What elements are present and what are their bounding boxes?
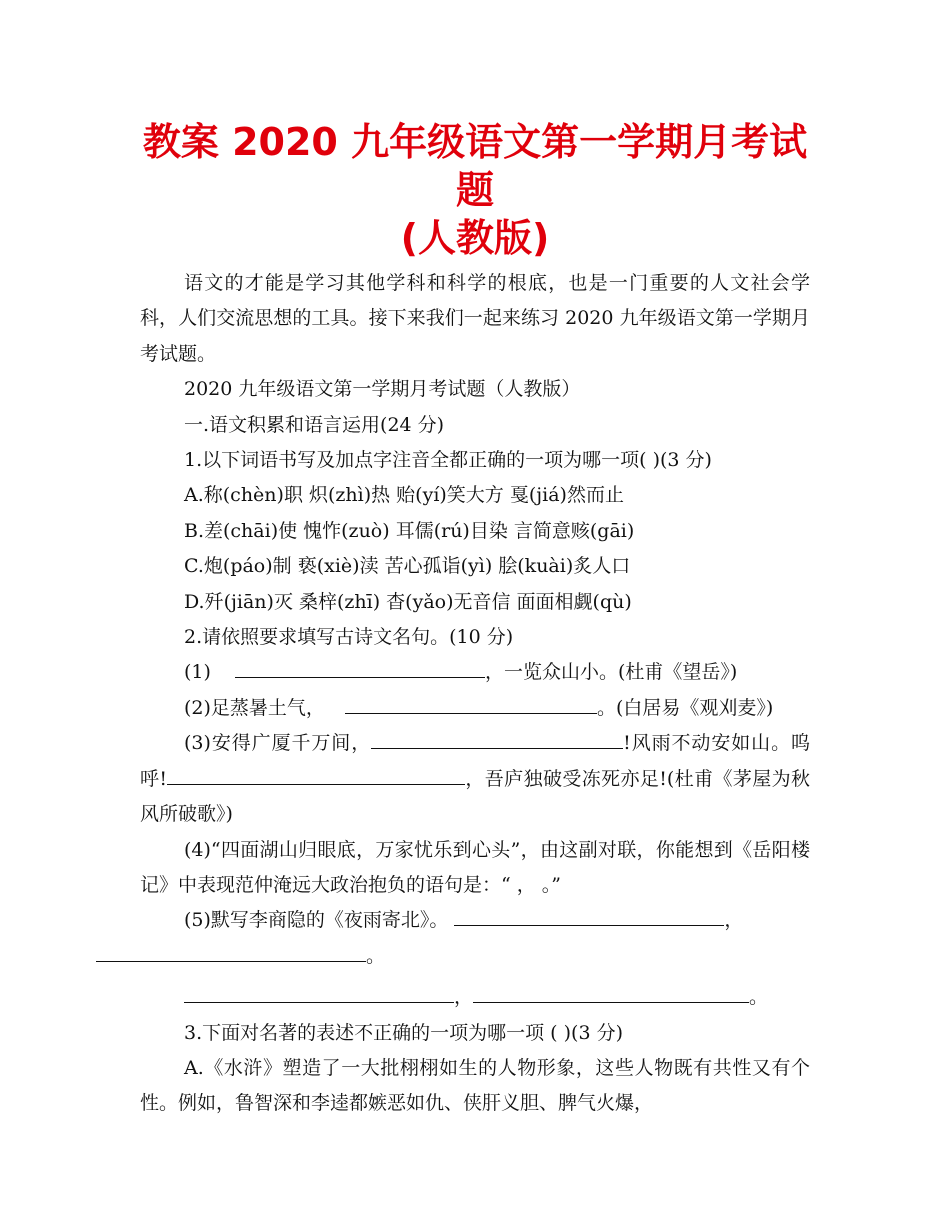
item-text: (2)足蒸暑土气， — [184, 696, 325, 719]
question-3-option-a: A.《水浒》塑造了一大批栩栩如生的人物形象，这些人物既有共性又有个性。例如，鲁智深和李逵都嫉恶如仇、侠肝义胆、脾气火爆， — [140, 1056, 810, 1115]
question-1-option-c: C.炮(páo)制 亵(xiè)渎 苦心孤诣(yì) 脍(kuài)炙人口 — [184, 555, 631, 578]
document-body — [140, 266, 810, 1122]
item-text: !风雨不动安如山。呜呼! — [140, 732, 810, 790]
item-text: (5)默写李商隐的《夜雨寄北》。 — [184, 909, 449, 932]
question-2-item-4: (4)“四面湖山归眼底，万家忧乐到心头”，由这副对联，你能想到《岳阳楼记》中表现范仲淹远大政治抱负的语句是：“ ， 。” — [140, 838, 810, 896]
question-3-stem: 3.下面对名著的表述不正确的一项为哪一项 ( )(3 分) — [184, 1021, 623, 1044]
question-1-option-a: A.称(chèn)职 炽(zhì)热 贻(yí)笑大方 戛(jiá)然而止 — [184, 484, 624, 507]
question-2-item-5-line-2 — [140, 980, 810, 1015]
punctuation: 。 — [749, 986, 769, 1009]
answer-blank[interactable] — [345, 691, 597, 714]
answer-blank[interactable] — [184, 980, 454, 1003]
title-line-2: (人教版) — [400, 216, 550, 260]
question-1-option-b: B.差(chāi)使 愧怍(zuò) 耳儒(rú)目染 言简意赅(gāi) — [184, 519, 635, 542]
question-2-item-5 — [140, 903, 810, 974]
punctuation: 。 — [366, 944, 386, 967]
answer-blank[interactable] — [235, 655, 485, 678]
answer-blank[interactable] — [96, 939, 366, 962]
intro-paragraph: 语文的才能是学习其他学科和科学的根底，也是一门重要的人文社会学科，人们交流思想的工具。接下来我们一起来练习 2020 九年级语文第一学期月考试题。 — [140, 272, 810, 365]
document-title — [140, 118, 810, 262]
punctuation: ， — [454, 986, 474, 1009]
question-2-item-2 — [140, 691, 810, 726]
item-text: ，一览众山小。(杜甫《望岳》) — [484, 661, 738, 684]
title-line-1: 教案 2020 九年级语文第一学期月考试题 — [142, 120, 808, 212]
section-heading: 一.语文积累和语言运用(24 分) — [184, 413, 445, 436]
question-1-option-d: D.歼(jiān)灭 桑梓(zhī) 杳(yǎo)无音信 面面相觑(qù) — [184, 590, 632, 613]
question-1-stem: 1.以下词语书写及加点字注音全都正确的一项为哪一项( )(3 分) — [184, 449, 712, 472]
question-2-stem: 2.请依照要求填写古诗文名句。(10 分) — [184, 626, 514, 649]
answer-blank[interactable] — [167, 762, 465, 785]
item-text: 。(白居易《观刈麦》) — [596, 696, 774, 719]
answer-blank[interactable] — [454, 903, 724, 926]
exam-title: 2020 九年级语文第一学期月考试题（人教版） — [184, 378, 581, 401]
punctuation: ， — [724, 909, 744, 932]
item-number: (1) — [184, 661, 211, 684]
answer-blank[interactable] — [371, 726, 623, 749]
document-page — [140, 118, 810, 1122]
item-text: (3)安得广厦千万间， — [184, 732, 372, 755]
question-2-item-3 — [140, 726, 810, 832]
question-2-item-1 — [140, 655, 810, 690]
answer-blank[interactable] — [473, 980, 749, 1003]
item-text: ，吾庐独破受冻死亦足!(杜甫《茅屋为秋风所破歌》) — [140, 767, 810, 826]
